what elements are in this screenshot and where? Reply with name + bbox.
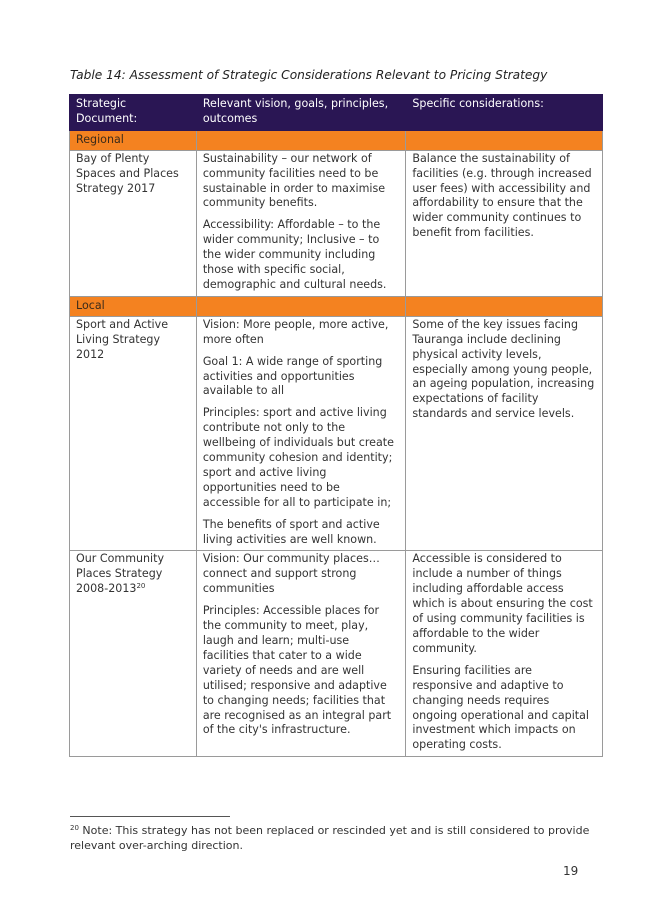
table-row [70, 150, 603, 296]
considerations-cell [406, 551, 603, 757]
consideration-paragraph: Balance the sustainability of facilities (e.g. through increased user fees) with accessibility and affordability to ensure that the wider community continues to benefit from facilities. [412, 151, 592, 240]
section-filler [196, 296, 406, 316]
vision-cell [196, 150, 406, 296]
document-cell [70, 150, 197, 296]
document-cell [70, 551, 197, 757]
footnote-number: 20 [70, 824, 79, 832]
section-filler [196, 130, 406, 150]
column-header-considerations: Specific considerations: [406, 95, 603, 131]
column-header-document: Strategic Document: [70, 95, 197, 131]
vision-paragraph: Vision: More people, more active, more often [202, 317, 389, 346]
table-header-row [70, 95, 603, 131]
consideration-paragraph: Ensuring facilities are responsive and adaptive to changing needs requires ongoing operational and capital investment which impacts on operating costs. [412, 663, 590, 752]
footnote-text: Note: This strategy has not been replaced or rescinded yet and is still considered to provide relevant over-arching direction. [70, 824, 590, 852]
vision-paragraph: The benefits of sport and active living activities are well known. [202, 517, 380, 546]
consideration-paragraph: Some of the key issues facing Tauranga include declining physical activity levels, especially among young people, an ageing population, increasing expectations of facility standards and service levels. [412, 317, 595, 421]
section-label: Local [70, 296, 197, 316]
vision-paragraph: Principles: Accessible places for the community to meet, play, laugh and learn; multi-use facilities that cater to a wide variety of needs and are well utilised; responsive and adaptive to changing needs; facilities that are recognised as an integral part of the city's infrastructure. [202, 604, 392, 737]
column-header-vision: Relevant vision, goals, principles, outcomes [196, 95, 406, 131]
table-row [70, 316, 603, 551]
document-name: Our Community Places Strategy 2008-2013 [76, 552, 165, 596]
vision-paragraph: Goal 1: A wide range of sporting activities and opportunities available to all [202, 354, 383, 398]
vision-paragraph: Principles: sport and active living contribute not only to the wellbeing of individuals but create community cohesion and identity; sport and active living opportunities need to be accessible for all to participate in; [202, 406, 394, 509]
table-body [70, 130, 603, 756]
vision-paragraph: Vision: Our community places… connect and support strong communities [202, 552, 380, 596]
section-filler [406, 296, 603, 316]
vision-cell [196, 551, 406, 757]
page-number: 19 [563, 864, 579, 878]
document-cell [70, 316, 197, 551]
section-row-regional [70, 130, 603, 150]
footnote [70, 824, 590, 854]
consideration-paragraph: Accessible is considered to include a number of things including affordable access which is about ensuring the cost of using community facilities is affordable to the wider community. [412, 552, 593, 655]
table-row [70, 551, 603, 757]
vision-paragraph: Accessibility: Affordable – to the wider community; Inclusive – to the wider community including those with specific social, demographic and cultural needs. [202, 218, 387, 291]
considerations-cell [406, 316, 603, 551]
footnote-divider [70, 816, 230, 817]
section-label: Regional [70, 130, 197, 150]
footnote-reference[interactable]: 20 [136, 582, 146, 591]
document-name: Sport and Active Living Strategy 2012 [76, 317, 169, 361]
section-row-local [70, 296, 603, 316]
strategy-assessment-table [69, 94, 603, 757]
vision-paragraph: Sustainability – our network of community facilities need to be sustainable in order to maximise community benefits. [202, 151, 386, 210]
table-caption: Table 14: Assessment of Strategic Considerations Relevant to Pricing Strategy [70, 68, 548, 82]
document-name: Bay of Plenty Spaces and Places Strategy 2017 [76, 151, 179, 195]
vision-cell [196, 316, 406, 551]
considerations-cell [406, 150, 603, 296]
section-filler [406, 130, 603, 150]
table-header [70, 95, 603, 131]
